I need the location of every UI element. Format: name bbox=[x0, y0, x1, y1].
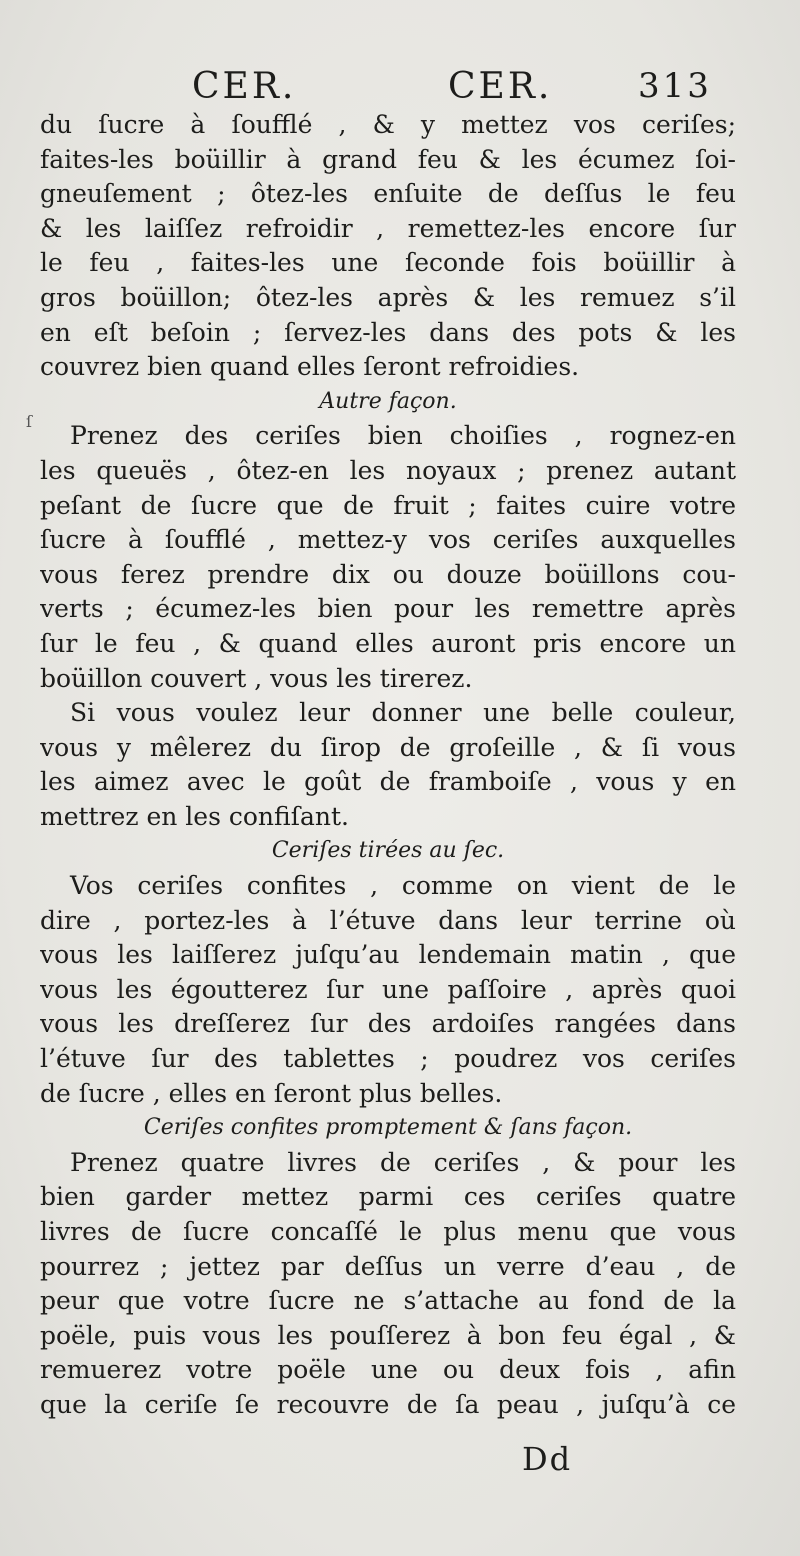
text-line: Vos ceriſes confites , comme on vient de le bbox=[70, 871, 736, 901]
section-heading: Ceriſes confites promptement & ſans façon. bbox=[143, 1115, 633, 1141]
text-line: ſucre à ſoufflé , mettez-y vos ceriſes auxquelles bbox=[40, 525, 736, 555]
text-line: bien garder mettez parmi ces ceriſes quatre bbox=[40, 1182, 736, 1212]
text-line: en eſt beſoin ; ſervez-les dans des pots & les bbox=[40, 317, 736, 347]
text-line: vous ferez prendre dix ou douze boüillons cou- bbox=[40, 559, 736, 589]
text-line: de ſucre , elles en ſeront plus belles. bbox=[40, 1078, 503, 1108]
header-left: CER. bbox=[192, 66, 297, 107]
text-line: gneuſement ; ôtez-les enſuite de deſſus le feu bbox=[40, 179, 736, 209]
text-line: Prenez quatre livres de ceriſes , & pour les bbox=[70, 1147, 736, 1177]
text-line: & les laiſſez refroidir , remettez-les encore ſur bbox=[40, 213, 736, 243]
page-number: 313 bbox=[638, 66, 712, 106]
text-line: les aimez avec le goût de framboiſe , vous y en bbox=[40, 767, 736, 797]
text-line: dire , portez-les à l’étuve dans leur terrine où bbox=[40, 905, 736, 935]
text-line: Si vous voulez leur donner une belle couleur, bbox=[70, 698, 736, 728]
text-line: remuerez votre poële une ou deux fois , afin bbox=[40, 1355, 736, 1385]
header-right: CER. bbox=[448, 66, 553, 107]
text-line: vous les dreſſerez ſur des ardoiſes rangées dans bbox=[40, 1009, 736, 1039]
text-line: couvrez bien quand elles ſeront refroidies. bbox=[40, 352, 580, 382]
text-line: ſur le feu , & quand elles auront pris encore un bbox=[40, 628, 736, 658]
text-line: verts ; écumez-les bien pour les remettre après bbox=[40, 594, 736, 624]
section-heading: Ceriſes tirées au ſec. bbox=[271, 838, 505, 864]
text-line: livres de ſucre concaſſé le plus menu que vous bbox=[40, 1217, 736, 1246]
section-heading: Autre façon. bbox=[319, 388, 457, 414]
text-line: peſant de ſucre que de fruit ; faites cuire votre bbox=[40, 490, 736, 520]
text-line: boüillon couvert , vous les tirerez. bbox=[40, 663, 473, 693]
text-line: Prenez des ceriſes bien choiſies , rognez-en bbox=[70, 421, 736, 451]
signature-mark: Dd bbox=[522, 1440, 573, 1478]
margin-mark: ſ bbox=[26, 412, 32, 431]
text-line: vous les laiſſerez juſqu’au lendemain matin , que bbox=[40, 940, 736, 970]
text-line: poële, puis vous les pouſſerez à bon feu égal , & bbox=[40, 1320, 736, 1350]
text-line: vous les égoutterez ſur une paſſoire , après quoi bbox=[40, 974, 736, 1004]
text-line: pourrez ; jettez par deſſus un verre d’eau , de bbox=[40, 1251, 736, 1281]
text-body bbox=[40, 108, 736, 1423]
text-line: faites-les boüillir à grand feu & les écumez ſoi- bbox=[40, 144, 736, 174]
text-line: que la ceriſe ſe recouvre de ſa peau , juſqu’à ce bbox=[40, 1389, 736, 1419]
text-line: gros boüillon; ôtez-les après & les remuez s’il bbox=[40, 282, 736, 312]
text-line: du ſucre à ſoufflé , & y mettez vos ceriſes; bbox=[40, 110, 736, 139]
text-line: les queuës , ôtez-en les noyaux ; prenez autant bbox=[40, 455, 736, 485]
text-line: mettrez en les confiſant. bbox=[40, 801, 349, 831]
text-line: l’étuve ſur des tablettes ; poudrez vos ceriſes bbox=[40, 1044, 736, 1074]
text-line: le feu , faites-les une ſeconde fois boüillir à bbox=[40, 248, 736, 278]
text-line: vous y mêlerez du ſirop de groſeille , & ſi vous bbox=[40, 732, 736, 762]
running-header bbox=[0, 66, 800, 110]
text-line: peur que votre ſucre ne s’attache au fond de la bbox=[40, 1286, 736, 1316]
